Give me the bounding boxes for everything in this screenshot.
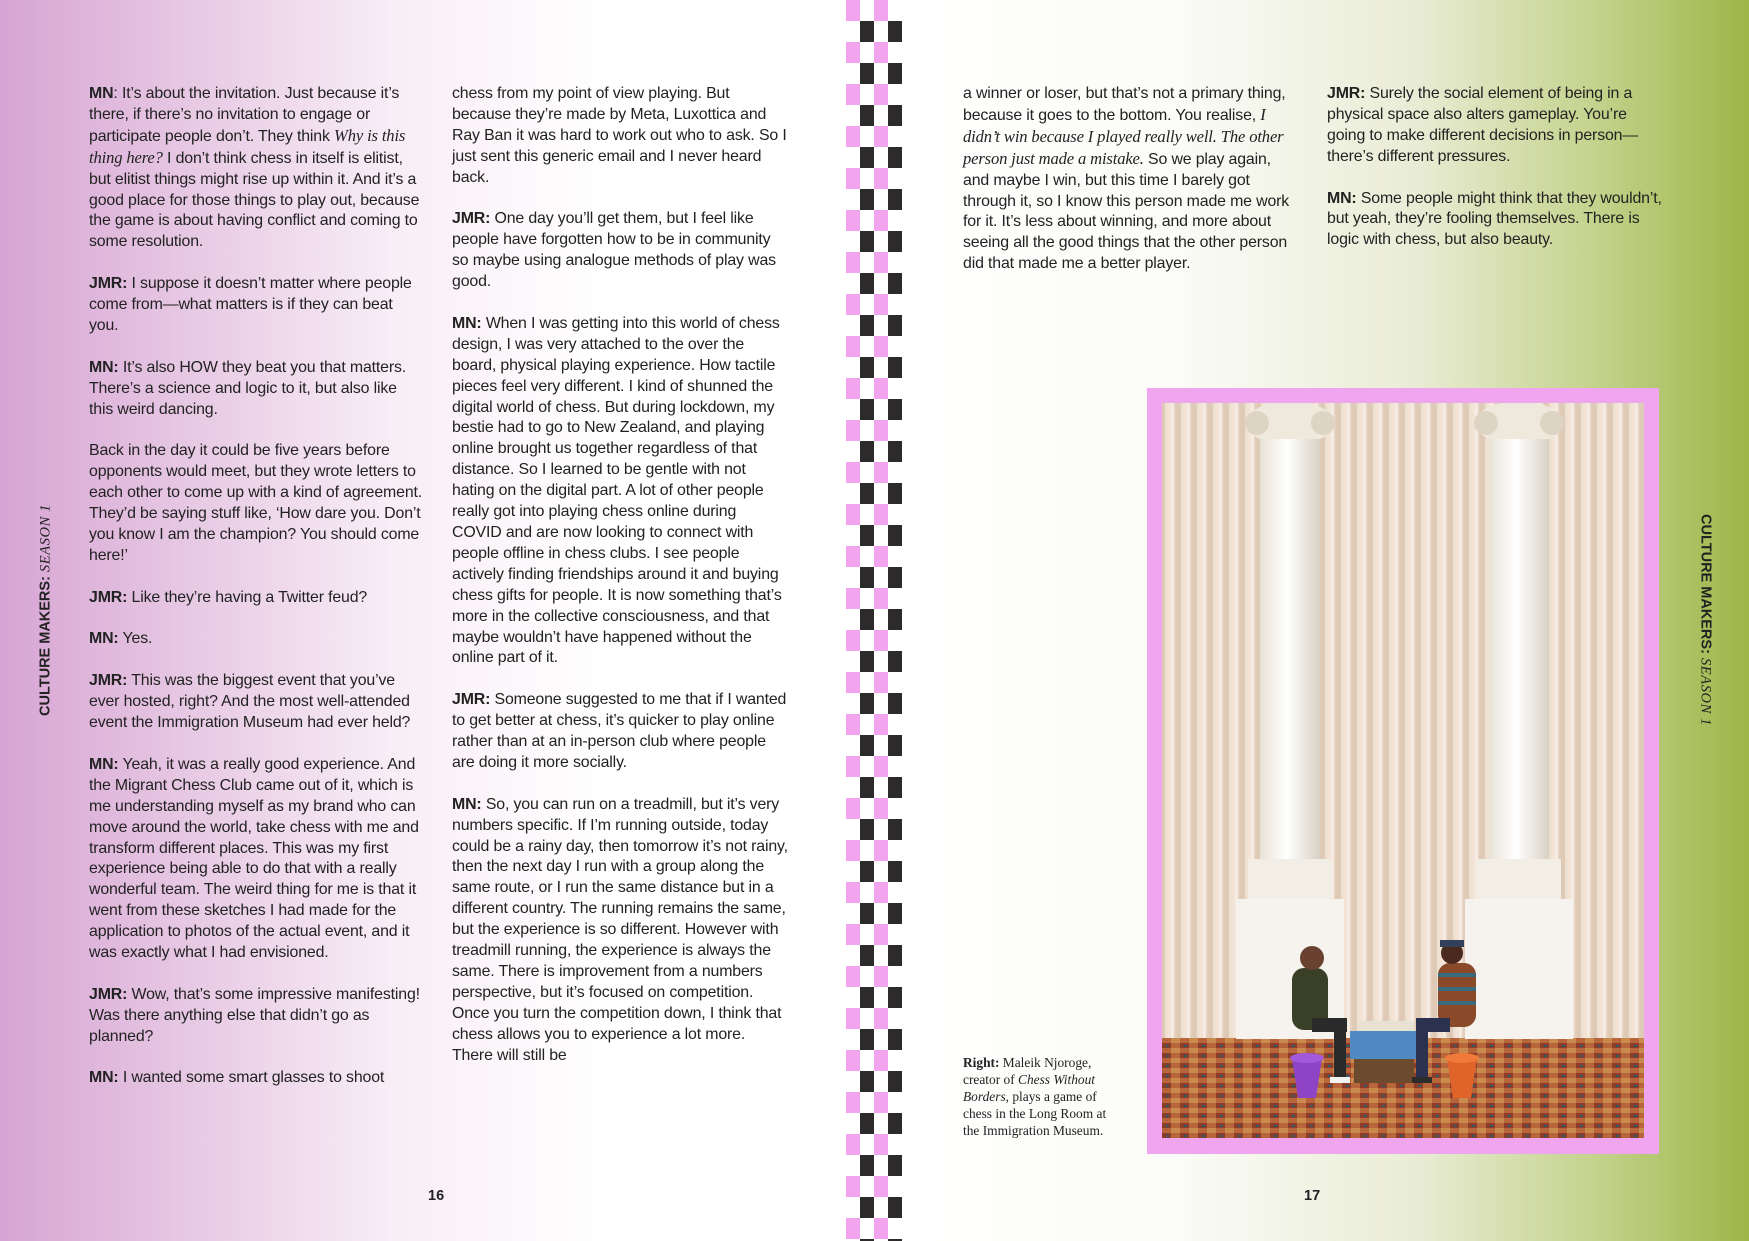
- italic-text: I didn’t win because I played really well. The other person just made a mistake.: [963, 104, 1284, 168]
- paragraph: [89, 441, 425, 566]
- photo-frame: [1147, 388, 1659, 1154]
- caption-text-1: Maleik Njoroge, creator of: [963, 1055, 1092, 1088]
- paragraph: [89, 985, 425, 1048]
- running-head-season: SEASON 1: [1697, 657, 1714, 726]
- speaker-label: JMR:: [89, 985, 128, 1003]
- paragraph: [1327, 84, 1664, 168]
- running-head-left: [38, 504, 55, 716]
- body-text: So, you can run on a treadmill, but it’s very numbers specific. If I’m running outside, today could be a rainy day, then tomorrow it’s not rainy, then the next day I run with a group along the same route, or I run the same distance but in a different country. The running remains the same, but the experience is so different. However with treadmill running, the experience is always the same. There is improvement from a numbers perspective, but it’s focused on competition. Once you turn the competition down, I think that chess allows you to experience a lot more. There will still be: [452, 795, 788, 1064]
- photo-caption: [963, 1054, 1123, 1139]
- speaker-label: MN:: [452, 795, 482, 813]
- italic-text: Why is this thing here?: [89, 125, 406, 167]
- body-text: Wow, that’s some impressive manifesting! Was there anything else that didn’t go as planned?: [89, 985, 420, 1045]
- body-text: I suppose it doesn’t matter where people come from—what matters is if they can beat you.: [89, 275, 412, 334]
- speaker-label: JMR:: [452, 210, 491, 228]
- paragraph: [452, 84, 788, 189]
- body-text: Like they’re having a Twitter feud?: [131, 588, 368, 606]
- chess-table: [1350, 1021, 1418, 1083]
- speaker-label: MN:: [89, 358, 119, 376]
- paragraph: [89, 671, 425, 734]
- paragraph: [89, 629, 425, 650]
- paragraph: [452, 209, 788, 293]
- body-text: Someone suggested to me that if I wanted to get better at chess, it’s quicker to play online rather than at an in-person club where people are doing it more socially.: [452, 691, 787, 771]
- paragraph: [452, 690, 788, 774]
- speaker-label: MN: [89, 85, 114, 102]
- chess-photo: [1162, 403, 1644, 1138]
- body-text: a winner or loser, but that’s not a primary thing, because it goes to the bottom. You realise,: [963, 85, 1286, 124]
- speaker-label: JMR:: [89, 588, 128, 606]
- caption-text-2: , plays a game of chess in the Long Room at the Immigration Museum.: [963, 1089, 1107, 1139]
- body-text: It’s about the invitation. Just because it’s there, if there’s no invitation to engage or participate people don’t. They think: [89, 85, 400, 145]
- paragraph: [89, 588, 425, 609]
- body-text: One day you’ll get them, but I feel like people have forgotten how to be in community so maybe using analogue methods of play was good.: [452, 210, 776, 291]
- speaker-label: JMR:: [1327, 85, 1366, 102]
- body-text: Yes.: [122, 630, 153, 648]
- paragraph: [89, 755, 425, 964]
- caption-title: Chess Without Borders: [963, 1072, 1096, 1105]
- text-column-4: [1327, 84, 1664, 272]
- speaker-label: JMR:: [89, 672, 128, 690]
- paragraph: [89, 84, 425, 253]
- speaker-label: MN:: [89, 755, 119, 773]
- speaker-label: MN:: [89, 1069, 119, 1087]
- left-page: [0, 0, 874, 1241]
- running-head-bold: CULTURE MAKERS:: [1697, 514, 1714, 654]
- paragraph: [963, 84, 1300, 275]
- speaker-separator: :: [113, 85, 122, 102]
- body-text: Back in the day it could be five years before opponents would meet, but they wrote letters to each other to come up with a kind of agreement. They’d be saying stuff like, ‘How dare you. Don’t you know I am the champion? You should come here!’: [89, 442, 423, 564]
- text-column-1: [89, 84, 425, 1110]
- page-number-right: 17: [1304, 1188, 1321, 1204]
- body-text: So we play again, and maybe I win, but this time I barely got through it, so I know this person made me work for it. It’s less about winning, and more about seeing all the good things that the other person did that made me a better player.: [963, 150, 1290, 273]
- text-column-2: [452, 84, 788, 1087]
- paragraph: [452, 795, 788, 1067]
- paragraph: [89, 1068, 425, 1089]
- body-text: Some people might think that they wouldn’t, but yeah, they’re fooling themselves. There is logic with chess, but also beauty.: [1327, 189, 1662, 249]
- body-text: I wanted some smart glasses to shoot: [122, 1069, 385, 1087]
- running-head-right: [1697, 514, 1714, 726]
- running-head-bold: CULTURE MAKERS:: [37, 576, 54, 716]
- paragraph: [452, 314, 788, 669]
- paragraph: [1327, 189, 1664, 252]
- body-text: Yeah, it was a really good experience. And the Migrant Chess Club came out of it, which is me understanding myself as my brand who can move around the world, take chess with me and transform different places. This was my first experience being able to do that with a really wonderful team. The weird thing for me is that it went from these sketches I had made for the application to photos of the actual event, and it was exactly what I had envisioned.: [89, 755, 419, 962]
- running-head-season: SEASON 1: [37, 504, 54, 573]
- speaker-label: JMR:: [452, 691, 491, 709]
- body-text: It’s also HOW they beat you that matters. There’s a science and logic to it, but also like this weird dancing.: [89, 358, 407, 418]
- speaker-label: MN:: [1327, 189, 1357, 207]
- speaker-label: MN:: [452, 314, 482, 332]
- text-column-3: [963, 84, 1300, 296]
- body-text: When I was getting into this world of chess design, I was very attached to the over the board, physical playing experience. How tactile pieces feel very different. I kind of shunned the digital world of chess. But during lockdown, my bestie had to go to New Zealand, and playing online brought us together regardless of that distance. So I learned to be gentle with not hating on the digital part. A lot of other people really got into playing chess online during COVID and are now looking to connect with people offline in chess clubs. I see people actively finding friendships around it and buying chess gifts for people. It is now something that’s more in the collective consciousness, and that maybe wouldn’t have happened without the online part of it.: [452, 314, 782, 667]
- speaker-label: MN:: [89, 630, 119, 648]
- page-number-left: 16: [428, 1188, 445, 1204]
- paragraph: [89, 358, 425, 421]
- speaker-label: JMR:: [89, 275, 128, 293]
- paragraph: [89, 274, 425, 337]
- body-text: This was the biggest event that you’ve ever hosted, right? And the most well-attended event the Immigration Museum had ever held?: [89, 672, 411, 732]
- body-text: I don’t think chess in itself is elitist, but elitist things might rise up within it. And it’s a good place for those things to play out, because the game is about having conflict and coming to some resolution.: [89, 149, 420, 251]
- body-text: chess from my point of view playing. But because they’re made by Meta, Luxottica and Ray Ban it was hard to work out who to ask. So I just sent this generic email and I never heard back.: [452, 85, 787, 186]
- spine-checker-strip: [846, 0, 902, 1241]
- caption-lead: Right:: [963, 1055, 1000, 1070]
- body-text: Surely the social element of being in a physical space also alters gameplay. You’re going to make different decisions in person—there’s different pressures.: [1327, 85, 1639, 165]
